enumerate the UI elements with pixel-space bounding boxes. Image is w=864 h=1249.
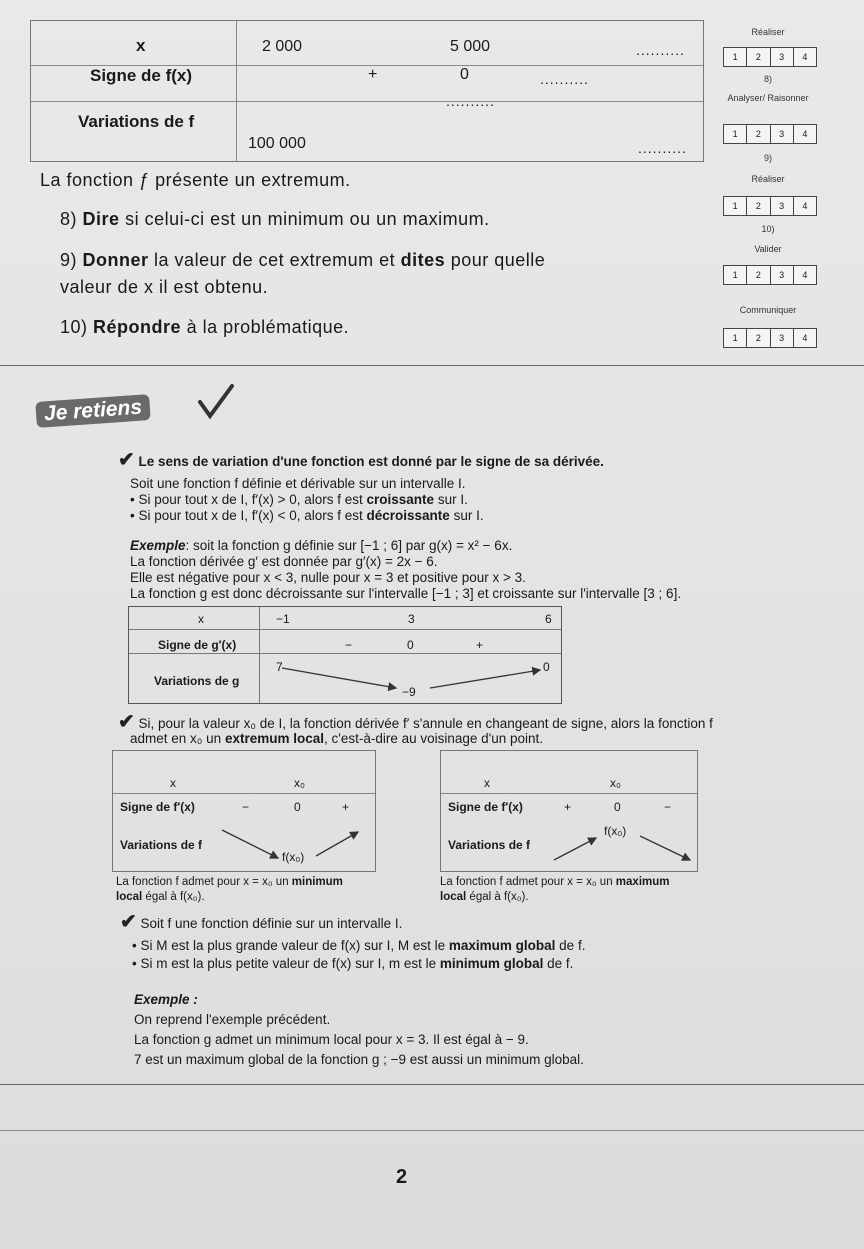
question-9: 9) Donner la valeur de cet extremum et dites pour quelle — [60, 250, 546, 270]
table-divider — [129, 629, 561, 630]
intro-text: La fonction ƒ présente un extremum. — [40, 170, 351, 190]
rubric-box[interactable]: 4 — [802, 333, 808, 343]
rubric-label: Communiquer — [739, 305, 797, 315]
table-variations-blank: .......... — [638, 140, 687, 156]
rubric-label: Réaliser — [751, 174, 785, 184]
rule-3-title: ✔ Soit f une fonction définie sur un intervalle I. — [120, 911, 403, 933]
rubric-box[interactable]: 3 — [771, 125, 794, 143]
example-line: Exemple: soit la fonction g définie sur [−1 ; 6] par g(x) = x² − 6x. — [130, 538, 513, 553]
rubric-box[interactable]: 1 — [724, 266, 747, 284]
example-line: Elle est négative pour x < 3, nulle pour x = 3 et positive pour x > 3. — [130, 570, 526, 585]
g-variations-label: Variations de g — [154, 674, 240, 688]
g-variation-value: −9 — [402, 685, 416, 699]
rubric-number: 10) — [761, 224, 775, 234]
g-sign-label: Signe de g′(x) — [158, 638, 237, 652]
rubric-box[interactable]: 2 — [747, 266, 770, 284]
rubric-box[interactable]: 4 — [802, 201, 808, 211]
je-retiens-title: Je retiens — [35, 394, 151, 428]
g-variation-value: 0 — [543, 660, 550, 674]
example-line: La fonction dérivée g′ est donnée par g′(x) = 2x − 6. — [130, 554, 438, 569]
max-var-label: Variations de f — [448, 838, 531, 852]
g-variation-arrows — [280, 664, 546, 694]
g-sign-value: + — [476, 638, 484, 652]
rubric-box[interactable]: 4 — [802, 129, 808, 139]
checkmark-icon: ✔ — [118, 449, 135, 471]
max-fx0: f(x₀) — [604, 824, 627, 838]
page-number: 2 — [396, 1166, 408, 1188]
example-2-line: On reprend l'exemple précédent. — [134, 1012, 331, 1027]
rubric-number: 9) — [763, 153, 772, 163]
min-x0: x₀ — [294, 776, 305, 790]
rule-1-intro: Soit une fonction f définie et dérivable sur un intervalle I. — [130, 476, 466, 491]
rubric-label: Réaliser — [751, 27, 785, 37]
rubric-box[interactable]: 1 — [724, 48, 747, 66]
g-x-value: 6 — [545, 612, 552, 626]
checkmark-icon: ✔ — [120, 911, 137, 933]
rubric-scale — [723, 124, 817, 144]
min-caption-line2: local égal à f(x₀). — [116, 891, 205, 903]
g-variation-value: 7 — [276, 660, 283, 674]
min-sign: − — [242, 800, 250, 814]
rubric-box[interactable]: 1 — [724, 125, 747, 143]
rubric-scale — [723, 265, 817, 285]
section-divider — [0, 365, 864, 366]
max-caption: La fonction f admet pour x = x₀ un maximum — [440, 876, 670, 888]
g-sign-value: 0 — [407, 638, 414, 652]
table-x-blank: .......... — [636, 42, 685, 58]
table-divider — [129, 653, 561, 654]
table-divider — [441, 793, 697, 794]
rule-1-bullet: • Si pour tout x de I, f′(x) < 0, alors f est décroissante sur I. — [130, 508, 484, 523]
checkmark-icon: ✔ — [118, 711, 135, 733]
example-2-line: 7 est un maximum global de la fonction g ; −9 est aussi un minimum global. — [134, 1052, 584, 1067]
example-line: La fonction g est donc décroissante sur l'intervalle [−1 ; 3] et croissante sur l'intervalle [3 ; 6]. — [130, 586, 682, 601]
variation-table — [30, 20, 704, 162]
rubric-box[interactable]: 4 — [802, 52, 808, 62]
max-x0: x₀ — [610, 776, 621, 790]
rubric-box[interactable]: 2 — [747, 329, 770, 347]
table-divider — [236, 21, 237, 161]
rubric-box[interactable]: 3 — [771, 329, 794, 347]
min-sign: + — [342, 800, 350, 814]
rubric-box[interactable]: 2 — [747, 197, 770, 215]
rubric-label: Analyser/ Raisonner — [727, 93, 809, 103]
min-caption: La fonction f admet pour x = x₀ un minimum — [116, 876, 343, 888]
table-variations-value: 100 000 — [248, 135, 306, 152]
min-sign: 0 — [294, 800, 301, 814]
rubric-number: 8) — [763, 74, 772, 84]
g-x-label: x — [198, 612, 204, 626]
rule-1-title: ✔ Le sens de variation d'une fonction est donné par le signe de sa dérivée. — [118, 449, 604, 471]
rule-3-bullet: • Si M est la plus grande valeur de f(x) sur I, M est le maximum global de f. — [132, 938, 586, 953]
rule-3-bullet: • Si m est la plus petite valeur de f(x) sur I, m est le minimum global de f. — [132, 956, 574, 971]
rubric-box[interactable]: 1 — [724, 197, 747, 215]
min-x-label: x — [170, 776, 176, 790]
g-x-value: −1 — [276, 612, 290, 626]
rubric-scale — [723, 196, 817, 216]
table-sign-blank: .......... — [540, 71, 589, 87]
table-divider — [259, 607, 260, 703]
table-variations-label: Variations de f — [78, 112, 195, 131]
table-x-label: x — [136, 36, 146, 55]
rule-2-text: ✔ Si, pour la valeur x₀ de I, la fonction dérivée f′ s'annule en changeant de signe, alors la fonction f — [118, 711, 713, 733]
rubric-box[interactable]: 3 — [771, 197, 794, 215]
max-sign: + — [564, 800, 572, 814]
question-10: 10) Répondre à la problématique. — [60, 317, 350, 337]
rubric-box[interactable]: 2 — [747, 125, 770, 143]
min-variation-arrows — [220, 826, 360, 866]
table-divider — [113, 793, 375, 794]
table-sign-value: + — [368, 66, 378, 83]
example-2-label: Exemple : — [134, 992, 198, 1007]
min-sign-label: Signe de f′(x) — [120, 800, 195, 814]
max-caption-line2: local égal à f(x₀). — [440, 891, 529, 903]
checkmark-icon — [196, 382, 236, 420]
table-sign-value: 0 — [460, 66, 469, 83]
section-divider — [0, 1084, 864, 1085]
rubric-scale — [723, 47, 817, 67]
rubric-box[interactable]: 2 — [747, 48, 770, 66]
max-x-label: x — [484, 776, 490, 790]
table-variations-blank: .......... — [446, 93, 495, 109]
rubric-scale — [723, 328, 817, 348]
rubric-box[interactable]: 4 — [802, 270, 808, 280]
g-sign-value: − — [345, 638, 353, 652]
min-var-label: Variations de f — [120, 838, 203, 852]
question-9-line2: valeur de x il est obtenu. — [60, 277, 269, 297]
rubric-label: Valider — [754, 244, 782, 254]
table-x-value: 5 000 — [450, 38, 491, 55]
g-x-value: 3 — [408, 612, 415, 626]
table-sign-label: Signe de f(x) — [90, 66, 193, 85]
rubric-box[interactable]: 1 — [724, 329, 747, 347]
min-fx0: f(x₀) — [282, 850, 305, 864]
rubric-box[interactable]: 3 — [771, 48, 794, 66]
rule-1-bullet: • Si pour tout x de I, f′(x) > 0, alors f est croissante sur I. — [130, 492, 468, 507]
rubric-box[interactable]: 3 — [771, 266, 794, 284]
rule-2-line2: admet en x₀ un extremum local, c'est-à-dire au voisinage d'un point. — [130, 731, 544, 746]
max-variation-arrows — [550, 830, 694, 866]
table-x-value: 2 000 — [262, 38, 303, 55]
max-sign: 0 — [614, 800, 621, 814]
question-8: 8) Dire si celui-ci est un minimum ou un maximum. — [60, 209, 490, 229]
table-divider — [31, 101, 703, 102]
max-sign-label: Signe de f′(x) — [448, 800, 523, 814]
max-sign: − — [664, 800, 672, 814]
example-2-line: La fonction g admet un minimum local pour x = 3. Il est égal à − 9. — [134, 1032, 529, 1047]
section-divider — [0, 1130, 864, 1131]
